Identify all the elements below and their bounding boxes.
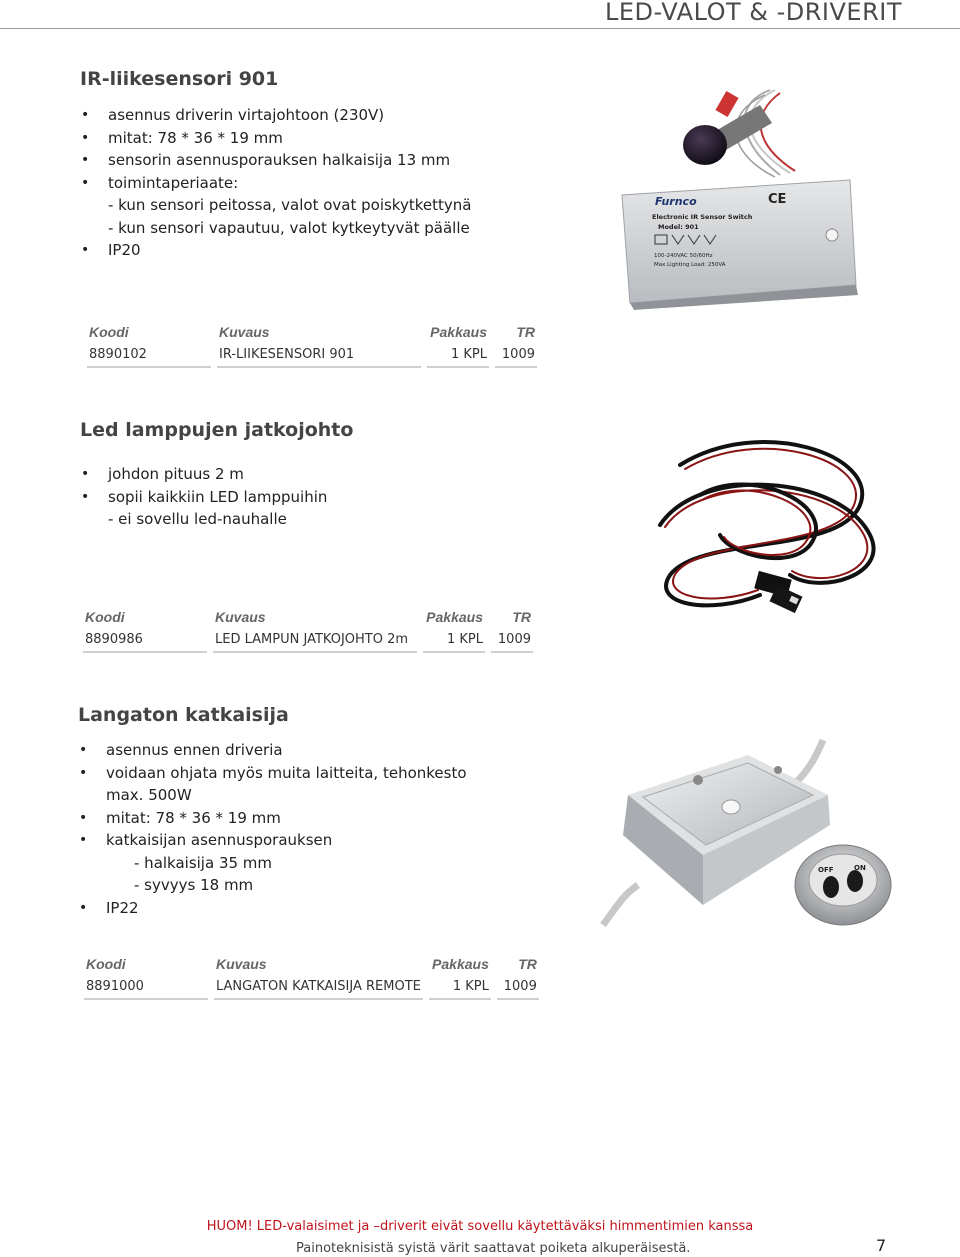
page-number: 7 (876, 1236, 887, 1255)
bullet-icon: • (81, 129, 90, 146)
col-kuvaus: Kuvaus (216, 956, 267, 972)
table-row (83, 629, 533, 653)
svg-text:100-240VAC 50/60Hz: 100-240VAC 50/60Hz (654, 253, 713, 259)
bullet-icon: • (81, 466, 90, 482)
feature-item: • katkaisijan asennusporauksen (79, 831, 333, 849)
footer-disclaimer: Painoteknisistä syistä värit saattavat poiketa alkuperäisestä. (296, 1241, 691, 1256)
cell-pakkaus: 1 KPL (429, 976, 491, 1000)
bullet-icon: • (79, 764, 88, 781)
feature-subitem: - syvyys 18 mm (134, 876, 254, 894)
col-kuvaus: Kuvaus (215, 609, 266, 625)
feature-list (81, 463, 328, 531)
feature-item: • johdon pituus 2 m (81, 465, 244, 483)
col-tr: TR (512, 609, 531, 625)
extension-cord-photo (640, 425, 890, 625)
bullet-icon: • (81, 152, 90, 168)
footer-warning: HUOM! LED-valaisimet ja –driverit eivät sovellu käytettäväksi himmentimien kanssa (206, 1219, 754, 1234)
cell-koodi: 8890102 (87, 344, 211, 368)
feature-subitem: - kun sensori peitossa, valot ovat poiskytkettynä (108, 196, 472, 214)
section-title: IR-liikesensori 901 (80, 68, 279, 90)
bullet-icon: • (81, 488, 90, 505)
table-row (87, 344, 537, 368)
col-koodi: Koodi (85, 609, 125, 625)
cell-kuvaus: IR-LIIKESENSORI 901 (217, 344, 421, 368)
col-kuvaus: Kuvaus (219, 324, 270, 340)
on-label: ON (854, 864, 866, 872)
cell-kuvaus: LANGATON KATKAISIJA REMOTE (214, 976, 423, 1000)
col-pakkaus: Pakkaus (426, 609, 483, 625)
feature-item: • asennus driverin virtajohtoon (230V) (81, 106, 385, 124)
svg-text:Max.Lighting Load: 250VA: Max.Lighting Load: 250VA (654, 262, 726, 268)
feature-list (81, 104, 472, 262)
header-title: LED-VALOT & -DRIVERIT (605, 0, 902, 26)
col-koodi: Koodi (89, 324, 129, 340)
bullet-icon: • (81, 107, 90, 123)
section-title: Langaton katkaisija (78, 704, 289, 726)
bullet-icon: • (81, 174, 90, 191)
ir-sensor-photo (610, 85, 860, 310)
feature-item: • toimintaperiaate: (81, 173, 239, 192)
feature-subitem: max. 500W (106, 786, 192, 804)
feature-item: • sensorin asennusporauksen halkaisija 13 mm (81, 151, 451, 169)
brand-logo-text: Furnco (655, 195, 697, 208)
col-pakkaus: Pakkaus (430, 324, 487, 340)
header-divider (0, 28, 960, 29)
cell-kuvaus: LED LAMPUN JATKOJOHTO 2m (213, 629, 417, 653)
cell-pakkaus: 1 KPL (423, 629, 485, 653)
section-title: Led lamppujen jatkojohto (80, 419, 354, 441)
feature-item: • mitat: 78 * 36 * 19 mm (79, 808, 281, 827)
cell-tr: 1009 (495, 344, 537, 368)
col-koodi: Koodi (86, 956, 126, 972)
feature-item: • voidaan ohjata myös muita laitteita, tehonkesto (79, 763, 467, 782)
product-table (81, 324, 543, 368)
cell-tr: 1009 (497, 976, 539, 1000)
feature-item: • IP22 (79, 898, 139, 917)
svg-text:CE: CE (768, 192, 787, 207)
cell-tr: 1009 (491, 629, 533, 653)
feature-item: • sopii kaikkiin LED lamppuihin (81, 487, 328, 506)
feature-subitem: - kun sensori vapautuu, valot kytkeytyvät päälle (108, 218, 470, 237)
feature-item: • IP20 (81, 241, 141, 259)
feature-subitem: - ei sovellu led-nauhalle (108, 510, 287, 528)
table-row (84, 976, 539, 1000)
col-tr: TR (518, 956, 537, 972)
feature-item: • mitat: 78 * 36 * 19 mm (81, 128, 283, 147)
col-pakkaus: Pakkaus (432, 956, 489, 972)
cell-pakkaus: 1 KPL (427, 344, 489, 368)
col-tr: TR (516, 324, 535, 340)
bullet-icon: • (79, 809, 88, 826)
feature-item: • asennus ennen driveria (79, 741, 283, 759)
bullet-icon: • (81, 242, 90, 258)
bullet-icon: • (79, 742, 88, 758)
svg-text:Model: 901: Model: 901 (658, 223, 699, 231)
bullet-icon: • (79, 899, 88, 916)
svg-text:Electronic IR Sensor Switch: Electronic IR Sensor Switch (652, 213, 753, 221)
feature-subitem: - halkaisija 35 mm (134, 853, 273, 872)
wireless-switch-photo (598, 735, 908, 935)
cell-koodi: 8890986 (83, 629, 207, 653)
bullet-icon: • (79, 832, 88, 848)
product-table (77, 609, 539, 653)
cell-koodi: 8891000 (84, 976, 208, 1000)
off-label: OFF (818, 866, 834, 874)
product-table (78, 956, 545, 1000)
feature-list (79, 739, 467, 919)
